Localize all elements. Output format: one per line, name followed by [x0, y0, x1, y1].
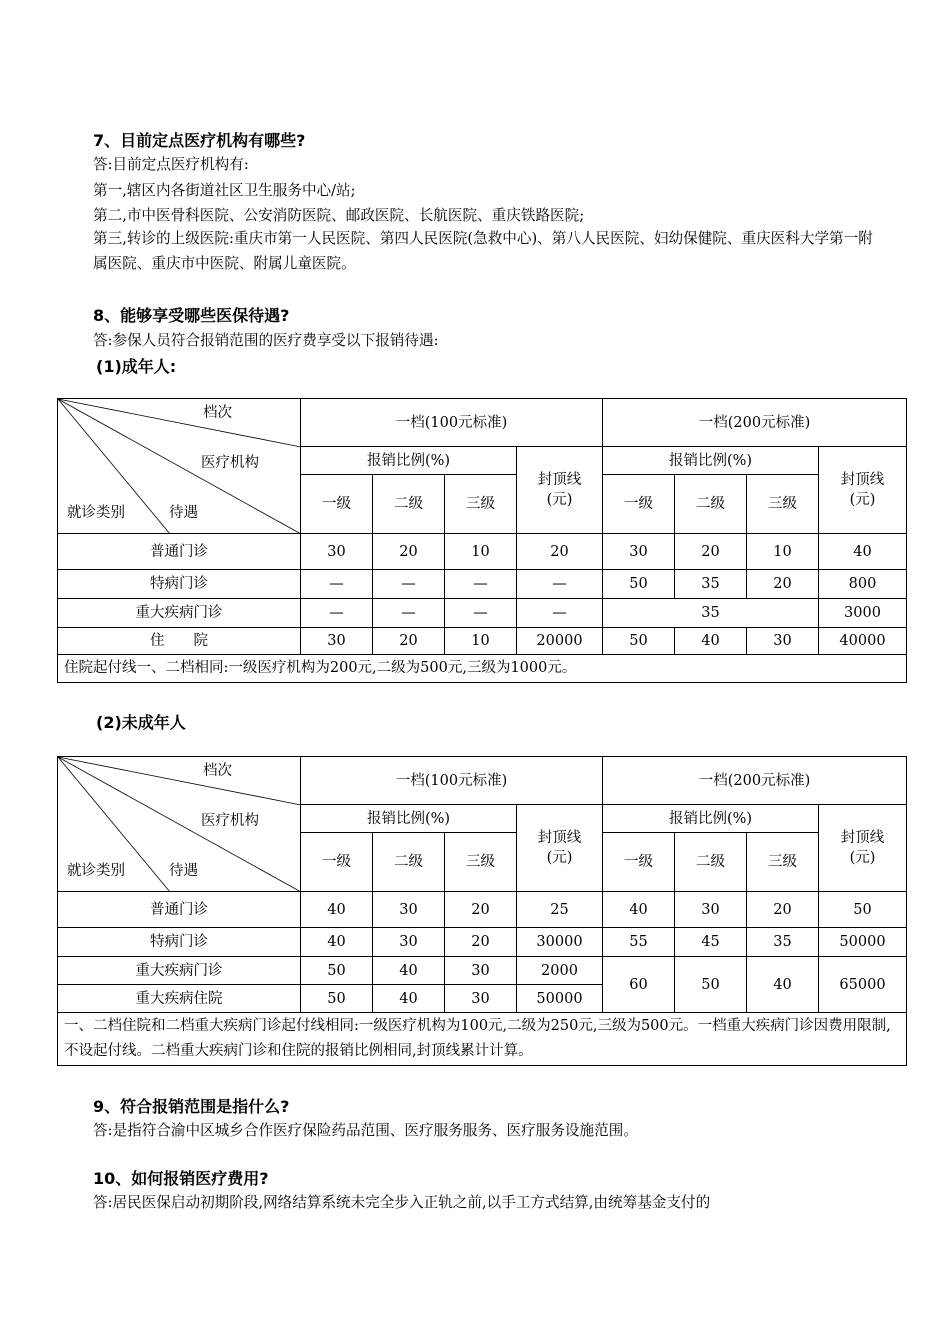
- level3-header: 三级: [747, 833, 819, 892]
- q9-answer: 答:是指符合渝中区城乡合作医疗保险药品范围、医疗服务服务、医疗服务设施范围。: [93, 1122, 638, 1139]
- cell: —: [517, 599, 603, 628]
- cell: 40: [819, 534, 907, 570]
- cell: 30: [445, 985, 517, 1013]
- tier1-ratio-header: 报销比例(%): [301, 805, 517, 833]
- cell: 55: [603, 928, 675, 957]
- cell: 60: [603, 957, 675, 1013]
- tier1-cap-header: 封顶线(元): [517, 447, 603, 534]
- cell: —: [517, 570, 603, 599]
- level1-header: 一级: [301, 833, 373, 892]
- cell: 800: [819, 570, 907, 599]
- tier2-ratio-header: 报销比例(%): [603, 805, 819, 833]
- cell: 30: [373, 928, 445, 957]
- cell: —: [445, 570, 517, 599]
- cell: 40: [301, 892, 373, 928]
- cell: 30: [373, 892, 445, 928]
- table-row: [58, 892, 907, 928]
- cell: 45: [675, 928, 747, 957]
- row-label: 普通门诊: [58, 892, 301, 928]
- cell: 40: [747, 957, 819, 1013]
- cell: 40: [675, 628, 747, 655]
- adult-table-note: 住院起付线一、二档相同:一级医疗机构为200元,二级为500元,三级为1000元。: [58, 655, 907, 683]
- level1-header: 一级: [603, 833, 675, 892]
- cell: 10: [747, 534, 819, 570]
- tier1-cap-header: 封顶线(元): [517, 805, 603, 892]
- table-row: [58, 957, 907, 985]
- table-row: [58, 570, 907, 599]
- cell: 10: [445, 628, 517, 655]
- tier1-header: 一档(100元标准): [301, 399, 603, 447]
- cell: 40: [301, 928, 373, 957]
- header-institution-label: 医疗机构: [201, 455, 259, 471]
- header-tier-label: 档次: [203, 763, 232, 779]
- diagonal-header-cell: [58, 399, 301, 534]
- cell: 30: [301, 534, 373, 570]
- cell: 30: [445, 957, 517, 985]
- level2-header: 二级: [675, 833, 747, 892]
- cell: 65000: [819, 957, 907, 1013]
- tier2-header: 一档(200元标准): [603, 399, 907, 447]
- cell: 20: [445, 892, 517, 928]
- cell: 35: [675, 570, 747, 599]
- minor-table-note: 一、二档住院和二档重大疾病门诊起付线相同:一级医疗机构为100元,二级为250元,三级为500元。一档重大疾病门诊因费用限制,不设起付线。二档重大疾病门诊和住院的报销比例相同,封顶线累计计算。: [58, 1013, 907, 1066]
- cell: 35: [747, 928, 819, 957]
- row-label: 重大疾病门诊: [58, 957, 301, 985]
- tier1-ratio-header: 报销比例(%): [301, 447, 517, 475]
- cell: 40000: [819, 628, 907, 655]
- cell: 40: [373, 985, 445, 1013]
- diagonal-header-cell: [58, 757, 301, 892]
- level2-header: 二级: [373, 475, 445, 534]
- cell: 20: [517, 534, 603, 570]
- q7-line-2: 第二,市中医骨科医院、公安消防医院、邮政医院、长航医院、重庆铁路医院;: [93, 207, 585, 224]
- adult-benefit-table: [57, 398, 907, 683]
- cell: 30: [747, 628, 819, 655]
- level1-header: 一级: [301, 475, 373, 534]
- tier2-ratio-header: 报销比例(%): [603, 447, 819, 475]
- q7-line-3: 第三,转诊的上级医院:重庆市第一人民医院、第四人民医院(急救中心)、第八人民医院、妇幼保健院、重庆医科大学第一附属医院、重庆市中医院、附属儿童医院。: [93, 230, 873, 272]
- tier2-header: 一档(200元标准): [603, 757, 907, 805]
- q8-answer: 答:参保人员符合报销范围的医疗费享受以下报销待遇:: [93, 332, 439, 349]
- cell: 40: [373, 957, 445, 985]
- cell: 50000: [819, 928, 907, 957]
- table-row: [58, 928, 907, 957]
- cell: —: [373, 599, 445, 628]
- level3-header: 三级: [747, 475, 819, 534]
- cell: —: [301, 570, 373, 599]
- level1-header: 一级: [603, 475, 675, 534]
- row-label: 特病门诊: [58, 570, 301, 599]
- level2-header: 二级: [373, 833, 445, 892]
- table-row: [58, 534, 907, 570]
- row-label: 特病门诊: [58, 928, 301, 957]
- cell: 30: [301, 628, 373, 655]
- cell: 20: [747, 892, 819, 928]
- header-institution-label: 医疗机构: [201, 813, 259, 829]
- q9-title: 9、符合报销范围是指什么?: [93, 1097, 290, 1116]
- tier2-cap-header: 封顶线(元): [819, 447, 907, 534]
- q8-title: 8、能够享受哪些医保待遇?: [93, 306, 290, 325]
- level2-header: 二级: [675, 475, 747, 534]
- cell: 20: [747, 570, 819, 599]
- cell: 30: [603, 534, 675, 570]
- cell: —: [301, 599, 373, 628]
- row-label: 住 院: [58, 628, 301, 655]
- cell: 35: [603, 599, 819, 628]
- cell: 50: [301, 985, 373, 1013]
- minor-benefit-table: [57, 756, 907, 1066]
- tier2-cap-header: 封顶线(元): [819, 805, 907, 892]
- tier1-header: 一档(100元标准): [301, 757, 603, 805]
- cell: 20: [373, 628, 445, 655]
- q7-title: 7、目前定点医疗机构有哪些?: [93, 131, 306, 150]
- cell: 50: [675, 957, 747, 1013]
- cell: —: [445, 599, 517, 628]
- q7-line-1: 第一,辖区内各街道社区卫生服务中心/站;: [93, 182, 356, 199]
- header-benefit-label: 待遇: [169, 505, 198, 521]
- cell: 50000: [517, 985, 603, 1013]
- cell: 10: [445, 534, 517, 570]
- cell: 3000: [819, 599, 907, 628]
- cell: —: [373, 570, 445, 599]
- header-visit-type-label: 就诊类别: [67, 863, 125, 879]
- q10-title: 10、如何报销医疗费用?: [93, 1169, 269, 1188]
- adult-section-title: (1)成年人:: [96, 357, 177, 376]
- level3-header: 三级: [445, 475, 517, 534]
- minor-section-title: (2)未成年人: [96, 713, 186, 732]
- q10-answer: 答:居民医保启动初期阶段,网络结算系统未完全步入正轨之前,以手工方式结算,由统筹基金支付的: [93, 1194, 711, 1211]
- cell: 25: [517, 892, 603, 928]
- cell: 50: [603, 570, 675, 599]
- cell: 20: [445, 928, 517, 957]
- row-label: 重大疾病门诊: [58, 599, 301, 628]
- cell: 30000: [517, 928, 603, 957]
- cell: 50: [301, 957, 373, 985]
- cell: 2000: [517, 957, 603, 985]
- header-benefit-label: 待遇: [169, 863, 198, 879]
- table-row: [58, 628, 907, 655]
- header-visit-type-label: 就诊类别: [67, 505, 125, 521]
- header-tier-label: 档次: [203, 405, 232, 421]
- cell: 30: [675, 892, 747, 928]
- table-row: [58, 599, 907, 628]
- cell: 20: [675, 534, 747, 570]
- row-label: 重大疾病住院: [58, 985, 301, 1013]
- row-label: 普通门诊: [58, 534, 301, 570]
- cell: 50: [603, 628, 675, 655]
- cell: 50: [819, 892, 907, 928]
- cell: 20000: [517, 628, 603, 655]
- q7-answer: 答:目前定点医疗机构有:: [93, 156, 249, 173]
- cell: 20: [373, 534, 445, 570]
- cell: 40: [603, 892, 675, 928]
- level3-header: 三级: [445, 833, 517, 892]
